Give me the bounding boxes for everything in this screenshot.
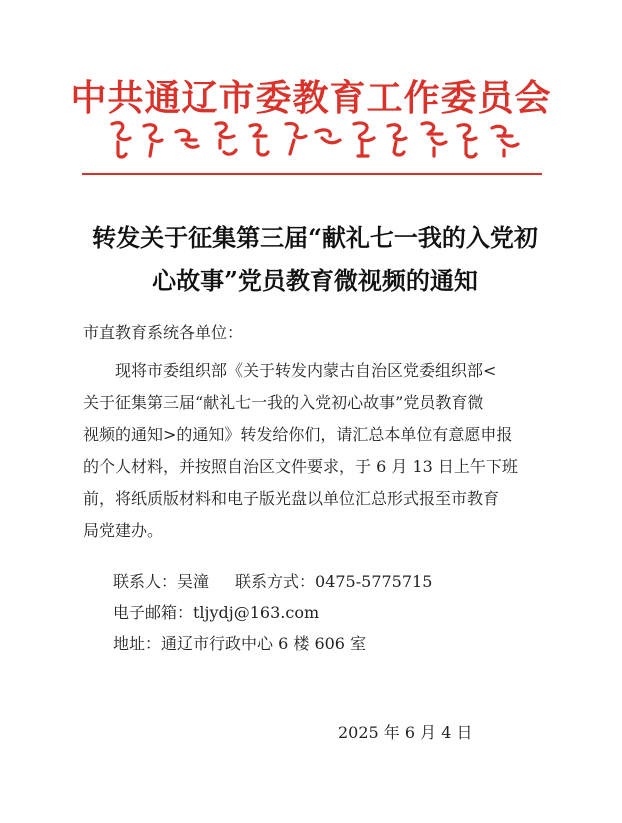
body-line: 的个人材料，并按照自治区文件要求，于 6 月 13 日上午下班 [83, 457, 518, 476]
mongolian-script-letterhead [104, 118, 524, 160]
title-line-2: 心故事”党员教育微视频的通知 [152, 266, 478, 295]
body-line: 前，将纸质版材料和电子版光盘以单位汇总形式报至市教育 [83, 489, 500, 508]
letterhead-org-name: 中共通辽市委教育工作委员会 [70, 77, 552, 119]
body-line: 视频的通知>的通知》转发给你们，请汇总本单位有意愿申报 [83, 425, 513, 444]
document-title [80, 216, 550, 302]
body-line: 关于征集第三届“献礼七一我的入党初心故事”党员教育微 [83, 393, 484, 412]
contact-email: 电子邮箱：tljydj@163.com [113, 603, 320, 622]
body-line: 现将市委组织部《关于转发内蒙古自治区党委组织部< [115, 361, 497, 380]
document-date: 2025 年 6 月 4 日 [338, 723, 473, 742]
letterhead-red-rule [82, 173, 542, 175]
contact-phone: 联系方式：0475-5775715 [235, 572, 433, 591]
body-paragraph [83, 355, 538, 547]
contact-row-person-phone [113, 566, 432, 597]
contact-person: 联系人：吴潼 [113, 572, 210, 591]
salutation: 市直教育系统各单位： [83, 323, 244, 342]
title-line-1: 转发关于征集第三届“献礼七一我的入党初 [92, 223, 538, 252]
contact-block [113, 566, 432, 659]
contact-address: 地址：通辽市行政中心 6 楼 606 室 [113, 634, 367, 653]
body-line: 局党建办。 [83, 521, 164, 540]
